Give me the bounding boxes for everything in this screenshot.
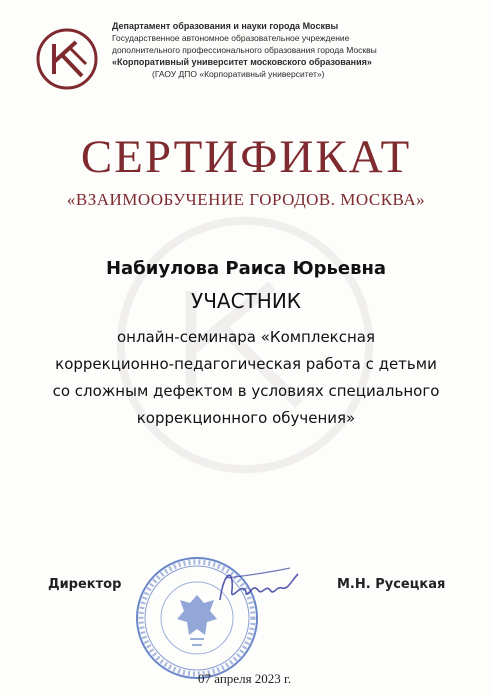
organization-header <box>112 20 412 80</box>
issue-date: 07 апреля 2023 г. <box>198 671 292 686</box>
certificate-title: СЕРТИФИКАТ <box>80 131 412 183</box>
org-line: дополнительного профессионального образования города Москвы <box>112 45 377 55</box>
description-line: онлайн-семинара «Комплексная <box>116 328 376 346</box>
recipient-name: Набиулова Раиса Юрьевна <box>105 258 387 279</box>
director-label: Директор <box>48 577 122 592</box>
description-line: коррекционного обучения» <box>136 409 356 427</box>
org-department: Департамент образования и науки города Москвы <box>112 21 339 31</box>
org-line: Государственное автономное образовательное учреждение <box>112 33 350 43</box>
ku-logo-icon <box>34 26 100 92</box>
description-line: коррекционно-педагогическая работа с детьми <box>55 355 437 373</box>
handwritten-signature <box>212 560 302 615</box>
director-name: М.Н. Русецкая <box>337 577 446 592</box>
event-description <box>0 324 492 432</box>
certificate-subtitle: «ВЗАИМООБУЧЕНИЕ ГОРОДОВ. МОСКВА» <box>66 190 426 209</box>
description-line: со сложным дефектом в условиях специального <box>52 382 440 400</box>
recipient-role: УЧАСТНИК <box>191 289 301 313</box>
org-abbrev: (ГАОУ ДПО «Корпоративный университет») <box>152 69 325 79</box>
org-university: «Корпоративный университет московского образования» <box>112 57 372 67</box>
